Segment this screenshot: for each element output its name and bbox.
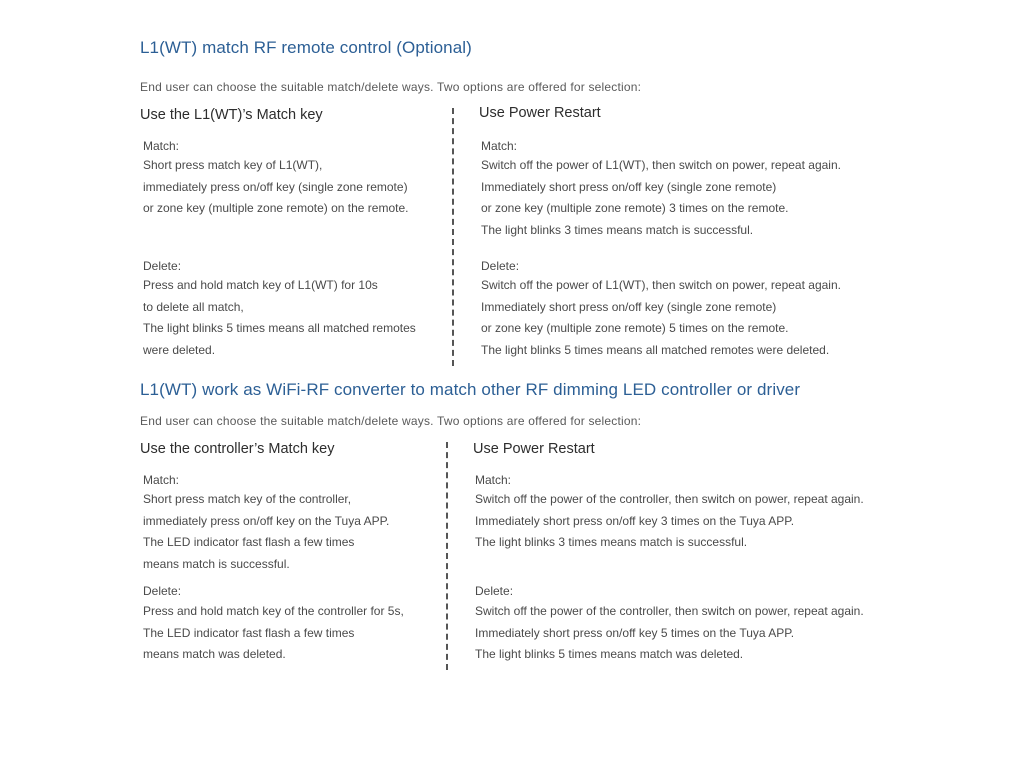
text-line: to delete all match, <box>143 299 244 314</box>
text-line: immediately press on/off key (single zone remote) <box>143 179 408 194</box>
text-line: The LED indicator fast flash a few times <box>143 625 355 640</box>
text-line: means match is successful. <box>143 556 290 571</box>
section2-left-delete-label: Delete: <box>143 584 182 598</box>
section1-left-match-label: Match: <box>143 139 180 153</box>
text-line: Switch off the power of the controller, then switch on power, repeat again. <box>475 492 864 506</box>
text-line: Press and hold match key of the controller for 5s, <box>143 604 404 618</box>
text-line: or zone key (multiple zone remote) 3 times on the remote. <box>481 201 789 215</box>
text-line: means match was deleted. <box>143 647 286 661</box>
section2-left-match-label: Match: <box>143 473 180 487</box>
section1-left-match-text <box>143 155 408 220</box>
section2-right-delete-label: Delete: <box>475 584 514 598</box>
text-line: The LED indicator fast flash a few times <box>143 535 355 549</box>
section2-right-match-text <box>475 489 864 554</box>
text-line: or zone key (multiple zone remote) on the remote. <box>143 201 409 215</box>
text-line: The light blinks 3 times means match is successful. <box>481 222 754 237</box>
column-divider <box>452 108 454 366</box>
section1-left-delete-text <box>143 275 416 361</box>
section2-title: L1(WT) work as WiFi-RF converter to match other RF dimming LED controller or driver <box>140 380 801 399</box>
section2-right-heading: Use Power Restart <box>473 441 595 457</box>
text-line: Immediately short press on/off key 5 times on the Tuya APP. <box>475 625 795 640</box>
section1-right-match-label: Match: <box>481 139 518 153</box>
section2-left-match-text <box>143 489 389 575</box>
section2-right-match-label: Match: <box>475 473 512 487</box>
text-line: Immediately short press on/off key (single zone remote) <box>481 299 777 314</box>
text-line: The light blinks 3 times means match is successful. <box>475 535 748 549</box>
text-line: The light blinks 5 times means all matched remotes <box>143 321 416 335</box>
text-line: Immediately short press on/off key 3 times on the Tuya APP. <box>475 513 795 528</box>
text-line: Press and hold match key of L1(WT) for 10s <box>143 278 378 292</box>
section1-right-delete-text <box>481 275 841 361</box>
section1-right-match-text <box>481 155 841 241</box>
section1-intro: End user can choose the suitable match/delete ways. Two options are offered for selection: <box>140 80 642 94</box>
section1-right-delete-label: Delete: <box>481 259 520 273</box>
section1-left-delete-label: Delete: <box>143 259 182 273</box>
section2-left-heading: Use the controller’s Match key <box>140 441 335 457</box>
section2-left-delete-text <box>143 601 404 666</box>
section2-intro: End user can choose the suitable match/delete ways. Two options are offered for selection: <box>140 414 642 428</box>
text-line: Switch off the power of L1(WT), then switch on power, repeat again. <box>481 158 841 172</box>
text-line: The light blinks 5 times means match was deleted. <box>475 647 744 661</box>
section1-right-heading: Use Power Restart <box>479 105 601 121</box>
text-line: Short press match key of the controller, <box>143 492 352 506</box>
text-line: were deleted. <box>143 342 216 357</box>
text-line: The light blinks 5 times means all matched remotes were deleted. <box>481 342 830 357</box>
text-line: or zone key (multiple zone remote) 5 times on the remote. <box>481 321 789 335</box>
section2-right-delete-text <box>475 601 864 666</box>
section1-left-heading: Use the L1(WT)’s Match key <box>140 107 323 123</box>
column-divider <box>446 442 448 670</box>
text-line: Switch off the power of L1(WT), then switch on power, repeat again. <box>481 278 841 292</box>
text-line: immediately press on/off key on the Tuya APP. <box>143 513 390 528</box>
text-line: Switch off the power of the controller, then switch on power, repeat again. <box>475 604 864 618</box>
section1-title: L1(WT) match RF remote control (Optional) <box>140 38 472 57</box>
text-line: Short press match key of L1(WT), <box>143 158 323 172</box>
text-line: Immediately short press on/off key (single zone remote) <box>481 179 777 194</box>
